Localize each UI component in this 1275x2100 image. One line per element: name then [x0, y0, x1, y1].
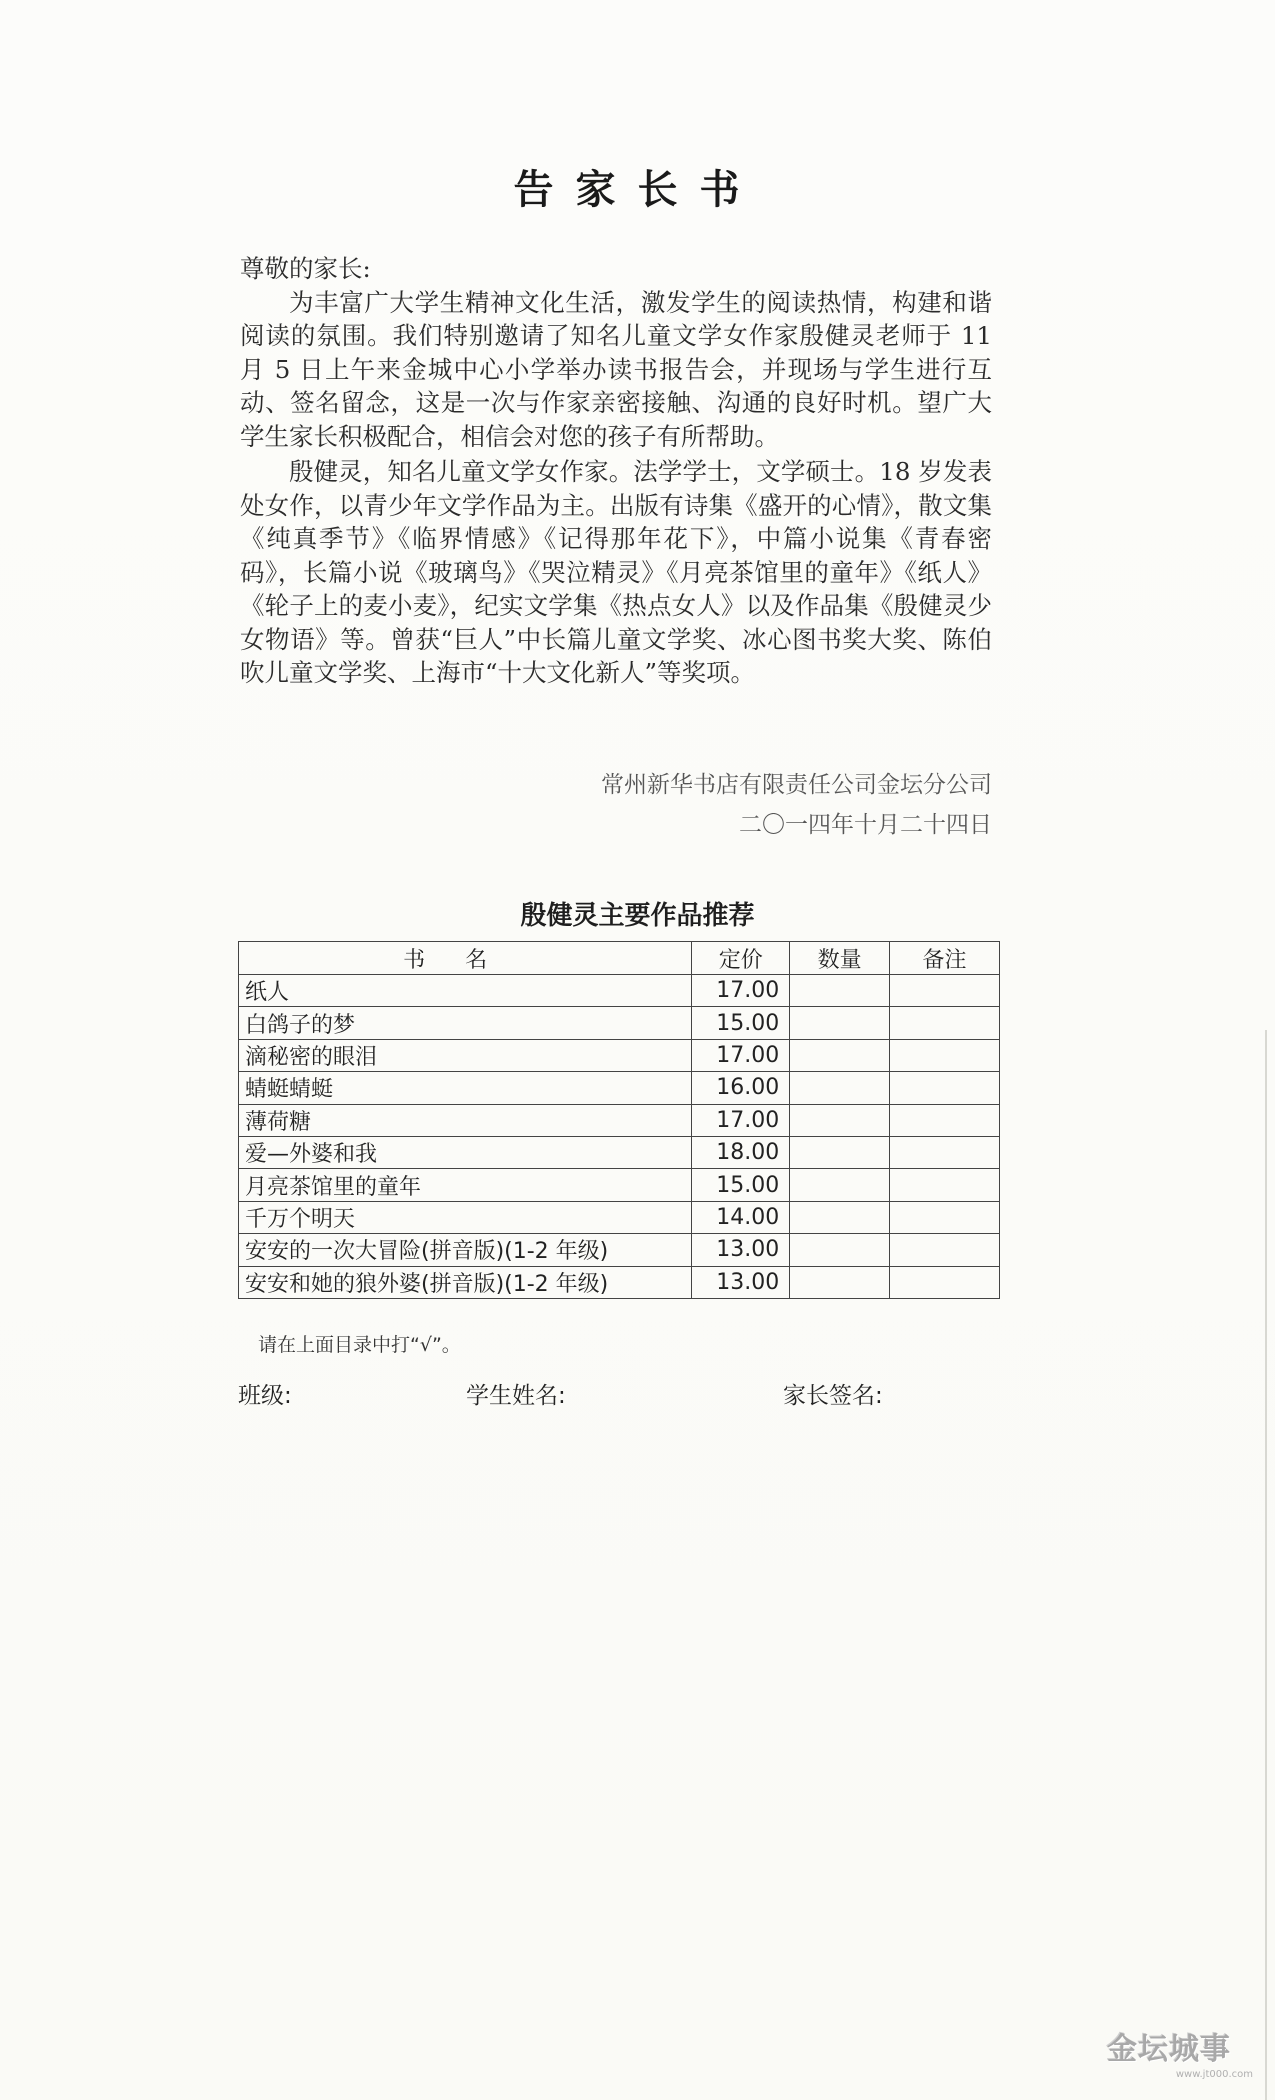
book-name-cell: 白鸽子的梦	[239, 1007, 692, 1039]
notes-cell[interactable]	[890, 1039, 1000, 1071]
notes-cell[interactable]	[890, 1234, 1000, 1266]
quantity-cell[interactable]	[790, 1169, 890, 1201]
book-name-cell: 爱—外婆和我	[239, 1136, 692, 1168]
quantity-cell[interactable]	[790, 975, 890, 1007]
book-name-cell: 纸人	[239, 975, 692, 1007]
header-book-name: 书名	[239, 942, 692, 975]
quantity-cell[interactable]	[790, 1201, 890, 1233]
notes-cell[interactable]	[890, 1169, 1000, 1201]
book-price-cell: 13.00	[692, 1234, 790, 1266]
book-name-cell: 千万个明天	[239, 1201, 692, 1233]
tick-instruction: 请在上面目录中打“√”。	[258, 1334, 461, 1356]
header-notes: 备注	[890, 942, 1000, 975]
book-name-cell: 安安和她的狼外婆(拼音版)(1-2 年级)	[239, 1266, 692, 1298]
notes-cell[interactable]	[890, 1201, 1000, 1233]
book-price-cell: 17.00	[692, 975, 790, 1007]
table-row	[239, 1266, 1000, 1298]
table-row	[239, 1234, 1000, 1266]
letter-title: 告家长书	[513, 167, 762, 213]
book-price-cell: 15.00	[692, 1169, 790, 1201]
paper-edge-line	[1265, 1030, 1267, 2100]
book-price-cell: 18.00	[692, 1136, 790, 1168]
book-price-cell: 15.00	[692, 1007, 790, 1039]
header-price: 定价	[692, 942, 790, 975]
book-price-cell: 13.00	[692, 1266, 790, 1298]
quantity-cell[interactable]	[790, 1007, 890, 1039]
book-price-cell: 16.00	[692, 1072, 790, 1104]
book-table	[238, 941, 1000, 1299]
table-row	[239, 1072, 1000, 1104]
notes-cell[interactable]	[890, 975, 1000, 1007]
quantity-cell[interactable]	[790, 1104, 890, 1136]
table-row	[239, 1201, 1000, 1233]
site-watermark	[1107, 2024, 1257, 2080]
letter-body	[240, 252, 992, 690]
table-row	[239, 975, 1000, 1007]
signature-date: 二〇一四年十月二十四日	[739, 812, 992, 838]
notes-cell[interactable]	[890, 1104, 1000, 1136]
notes-cell[interactable]	[890, 1072, 1000, 1104]
book-name-cell: 安安的一次大冒险(拼音版)(1-2 年级)	[239, 1234, 692, 1266]
watermark-logo-text: 金坛城事	[1107, 2032, 1231, 2067]
quantity-cell[interactable]	[790, 1234, 890, 1266]
book-price-cell: 17.00	[692, 1039, 790, 1071]
quantity-cell[interactable]	[790, 1039, 890, 1071]
watermark-url: www.jt000.com	[1175, 2069, 1253, 2080]
quantity-cell[interactable]	[790, 1072, 890, 1104]
notes-cell[interactable]	[890, 1007, 1000, 1039]
class-label: 班级:	[238, 1383, 292, 1409]
book-name-cell: 薄荷糖	[239, 1104, 692, 1136]
quantity-cell[interactable]	[790, 1136, 890, 1168]
letter-greeting: 尊敬的家长:	[240, 254, 371, 283]
book-name-cell: 月亮茶馆里的童年	[239, 1169, 692, 1201]
student-name-label: 学生姓名:	[466, 1383, 566, 1409]
table-row	[239, 1169, 1000, 1201]
letter-paragraph-1: 为丰富广大学生精神文化生活，激发学生的阅读热情，构建和谐阅读的氛围。我们特别邀请了知名儿童文学女作家殷健灵老师于 11 月 5 日上午来金城中心小学举办读书报告会，并现场与学生进行互动、签名留念，这是一次与作家亲密接触、沟通的良好时机。望广大学生家长积极配合，相信会对您的孩子有所帮助。	[240, 287, 992, 451]
table-row	[239, 1007, 1000, 1039]
parent-signature-label: 家长签名:	[783, 1383, 883, 1409]
header-quantity: 数量	[790, 942, 890, 975]
letter-paragraph-2: 殷健灵，知名儿童文学女作家。法学学士，文学硕士。18 岁发表处女作，以青少年文学作品为主。出版有诗集《盛开的心情》，散文集《纯真季节》《临界情感》《记得那年花下》，中篇小说集《青春密码》，长篇小说《玻璃鸟》《哭泣精灵》《月亮茶馆里的童年》《纸人》《轮子上的麦小麦》，纪实文学集《热点女人》以及作品集《殷健灵少女物语》等。曾获“巨人”中长篇儿童文学奖、冰心图书奖大奖、陈伯吹儿童文学奖、上海市“十大文化新人”等奖项。	[240, 457, 992, 687]
book-price-cell: 17.00	[692, 1104, 790, 1136]
notes-cell[interactable]	[890, 1266, 1000, 1298]
book-name-cell: 滴秘密的眼泪	[239, 1039, 692, 1071]
table-row	[239, 1136, 1000, 1168]
signature-company: 常州新华书店有限责任公司金坛分公司	[601, 772, 992, 798]
book-table-title: 殷健灵主要作品推荐	[520, 901, 755, 931]
quantity-cell[interactable]	[790, 1266, 890, 1298]
table-row	[239, 1104, 1000, 1136]
notes-cell[interactable]	[890, 1136, 1000, 1168]
book-price-cell: 14.00	[692, 1201, 790, 1233]
table-row	[239, 1039, 1000, 1071]
book-name-cell: 蜻蜓蜻蜓	[239, 1072, 692, 1104]
book-table-header-row	[239, 942, 1000, 975]
